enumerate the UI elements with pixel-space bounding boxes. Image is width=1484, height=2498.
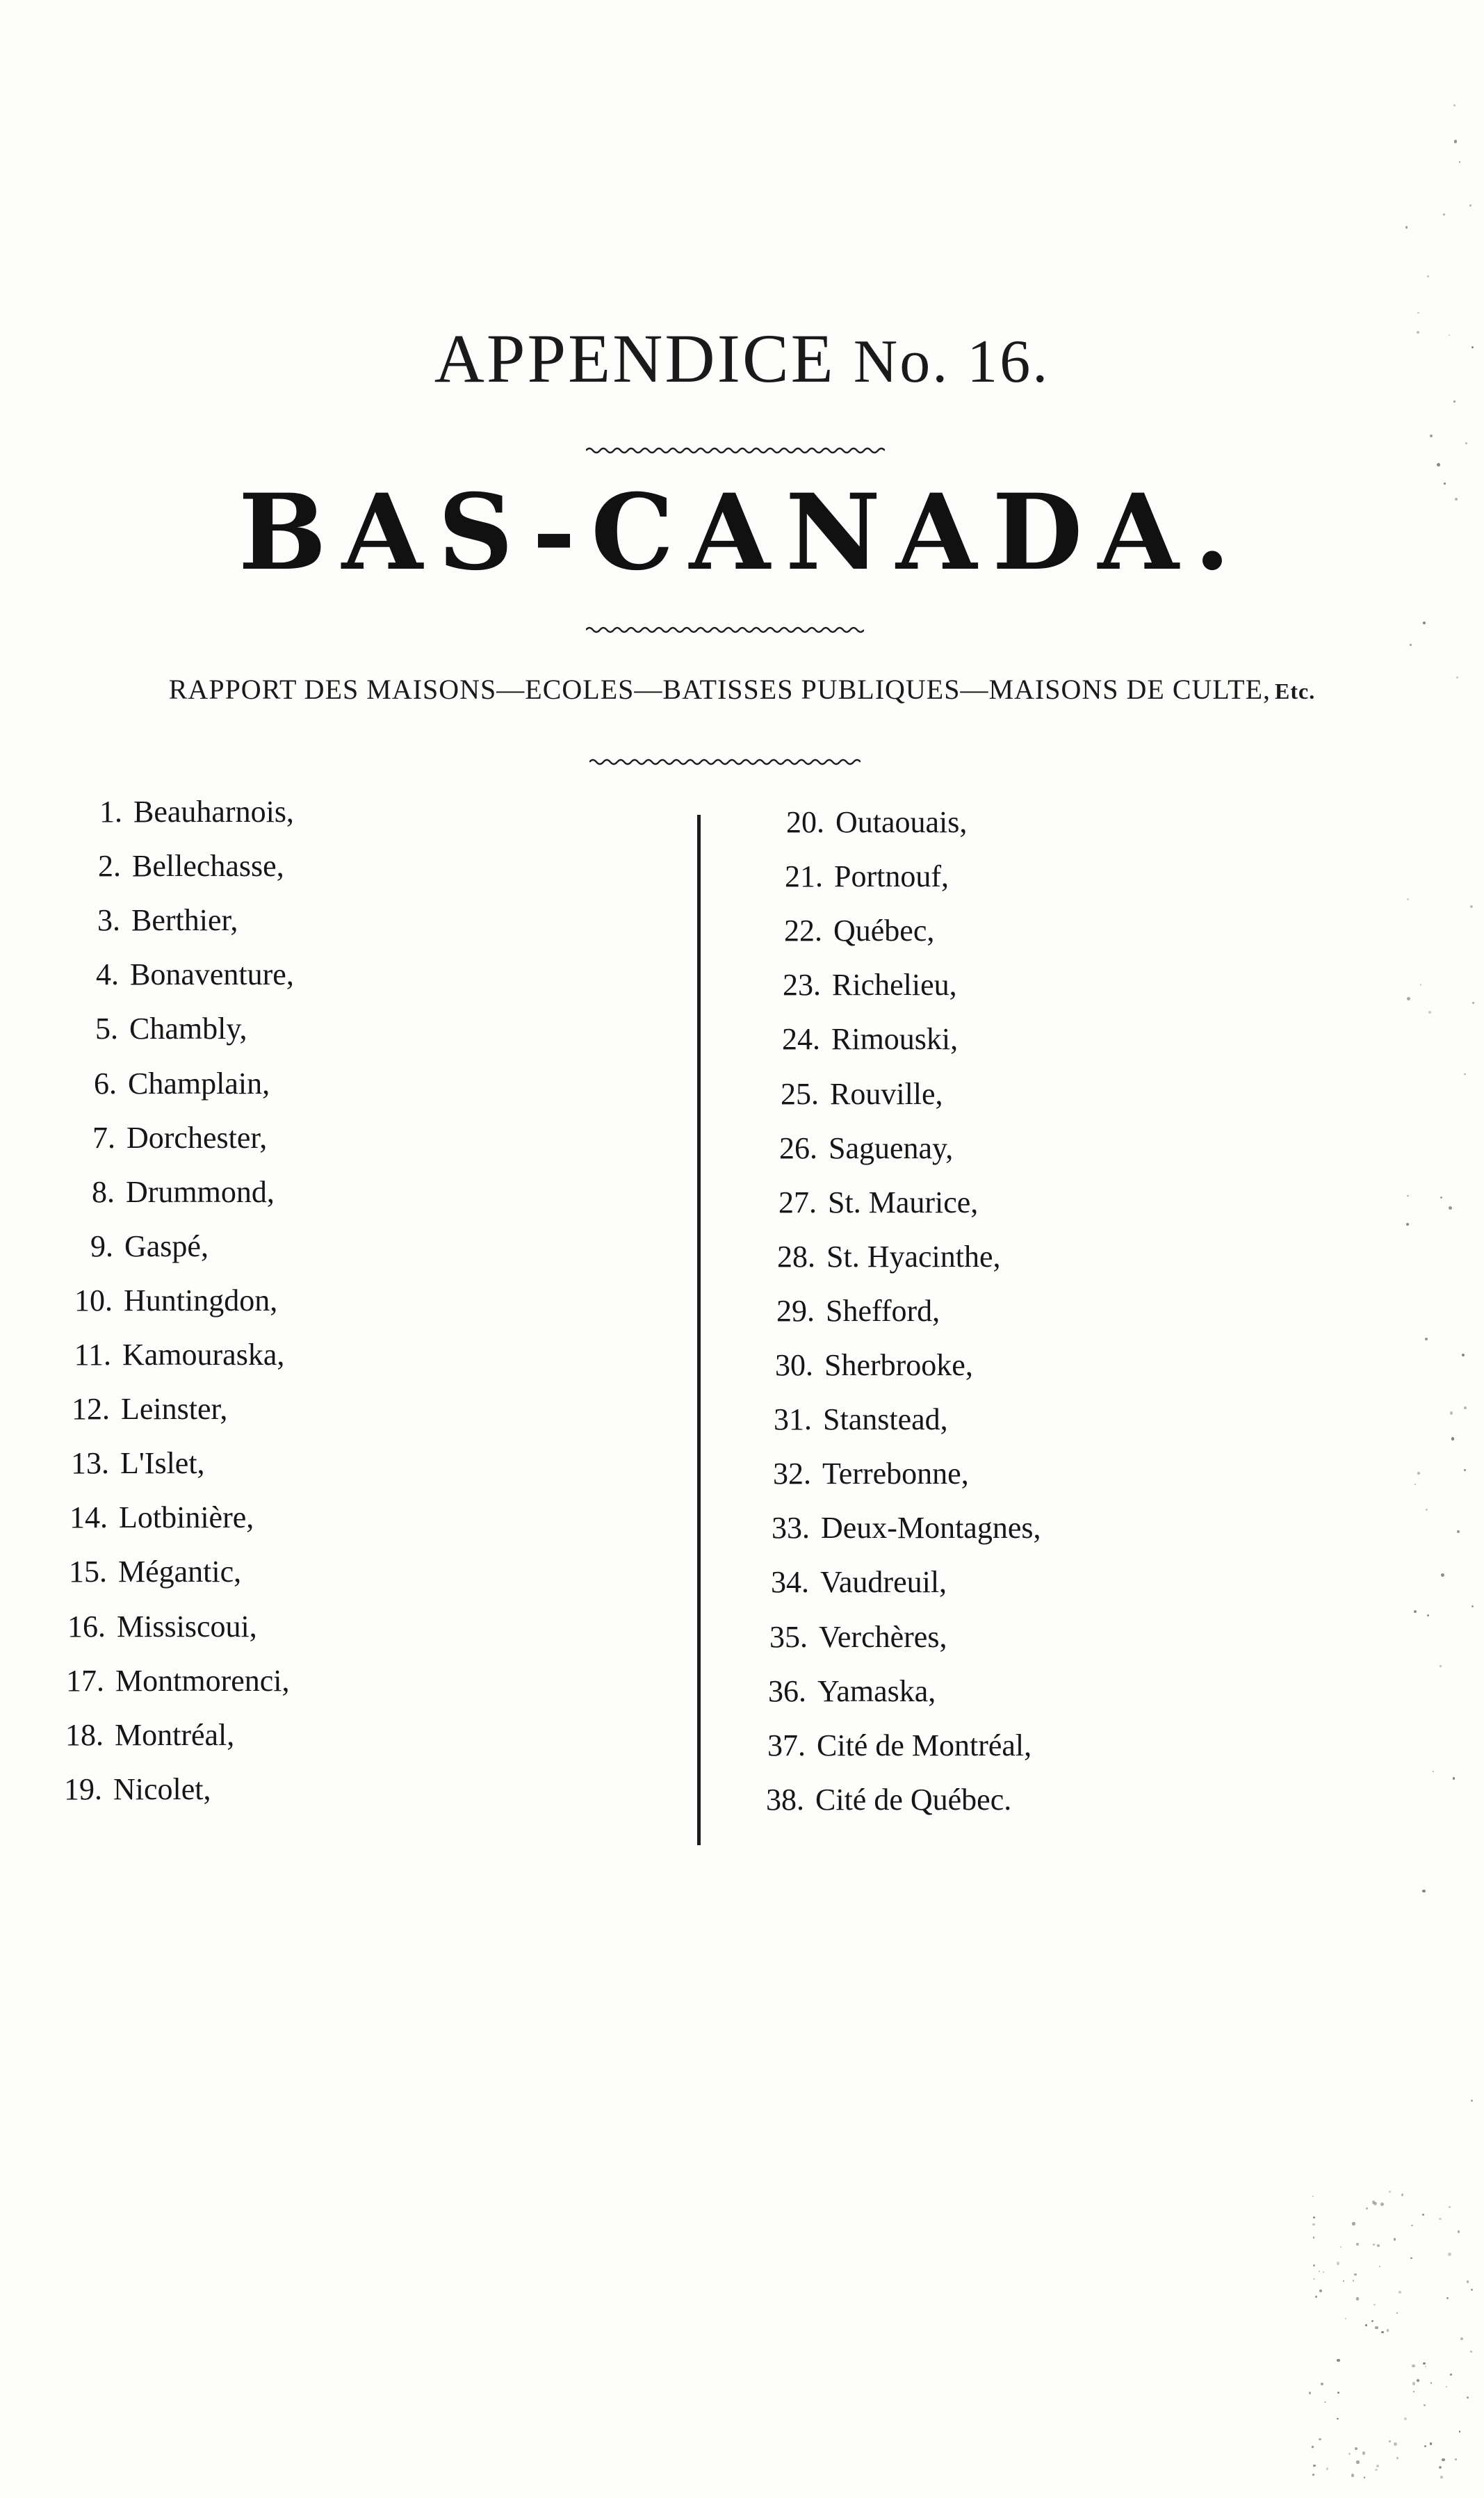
list-item [1,1280,488,1322]
speck [1354,2273,1357,2276]
list-item-number: 12. [72,1392,110,1427]
speck [1455,2458,1456,2460]
speck [1467,2396,1469,2399]
speck [1411,2225,1412,2226]
speck [1375,2326,1378,2330]
speck [1313,2237,1314,2238]
list-item [700,1453,1187,1495]
speck [1407,898,1409,900]
speck [1413,2391,1415,2393]
list-item-number: 13. [71,1446,109,1481]
speck [1389,2440,1391,2442]
list-item-name: Gaspé, [124,1228,209,1263]
list-item-name: St. Maurice, [828,1185,979,1219]
speck [1372,2200,1376,2204]
list-item-name: Bonaventure, [130,957,294,992]
list-item-name: Drummond, [126,1174,275,1209]
wavy-rule-bottom [589,755,861,769]
list-item-name: Deux-Montagnes, [821,1511,1041,1546]
speck [1423,2362,1426,2365]
list-item [706,1128,1193,1169]
speck [1439,2218,1441,2220]
list-item [710,964,1196,1006]
speck [1412,2365,1415,2368]
list-item-name: L'Islet, [120,1446,205,1481]
list-item-number: 22. [784,914,822,948]
list-item-number: 27. [778,1185,817,1219]
speck [1407,997,1410,1000]
list-item-name: Huntingdon, [124,1283,278,1317]
list-item-name: Québec, [833,914,935,948]
speck [1309,2392,1311,2394]
speck [1446,2386,1447,2387]
list-item-number: 8. [92,1174,115,1209]
wavy-rule-top [586,444,885,457]
list-item-name: Richelieu, [832,968,957,1003]
speck [1389,2191,1391,2193]
list-item-name: Portnouf, [834,859,949,894]
speck [1417,312,1419,314]
list-item-number: 21. [785,859,823,894]
speck [1430,2442,1432,2444]
list-item-number: 26. [779,1130,817,1165]
list-item [694,1725,1181,1767]
speck [1420,984,1422,986]
speck [1379,2266,1381,2268]
speck [1337,2262,1339,2264]
appendix-heading [0,318,1484,398]
speck [1450,2374,1452,2376]
speck [1422,2214,1424,2216]
speck [1337,2359,1340,2362]
list-item [698,1562,1184,1603]
speck [1471,2289,1472,2290]
speck [1417,331,1419,334]
speck [1427,275,1429,277]
list-item [0,1497,483,1539]
list-item-number: 23. [783,968,821,1003]
list-item-number: 29. [776,1293,815,1328]
list-item-number: 18. [65,1717,104,1752]
list-item-name: Dorchester, [127,1120,268,1155]
speck [1312,2196,1314,2197]
speck [1375,2469,1378,2472]
list-item-number: 16. [67,1609,106,1644]
list-item-number: 34. [771,1565,809,1600]
speck [1430,2382,1433,2384]
speck [1355,2447,1357,2450]
list-item-name: Nicolet, [113,1771,211,1806]
list-item-number: 38. [766,1782,804,1817]
list-item-number: 6. [94,1066,117,1101]
speck [1366,2207,1368,2209]
list-item-number: 19. [64,1771,102,1806]
speck [1460,2337,1463,2340]
speck [1467,2280,1469,2283]
list-item-number: 33. [772,1511,810,1546]
speck [1471,1605,1474,1607]
speck [1462,1354,1465,1356]
speck [1352,2222,1355,2225]
speck [1340,2246,1342,2248]
speck [1437,463,1440,467]
speck [1455,498,1458,501]
list-item-number: 32. [773,1457,811,1491]
speck [1321,2383,1324,2386]
list-item-number: 4. [96,957,119,992]
list-item [2,1226,489,1267]
list-item [709,1019,1196,1060]
speck [1446,2297,1449,2299]
speck [1443,213,1445,216]
speck [1312,2474,1314,2476]
speck [1464,1469,1466,1471]
speck [1337,2392,1339,2394]
appendix-number: No. 16. [853,328,1050,396]
list-item-name: St. Hyacinthe, [826,1239,1001,1274]
speck [1365,2324,1367,2326]
list-item [0,1551,482,1593]
list-item [706,1182,1192,1224]
list-item-name: Terrebonne, [822,1457,969,1491]
list-item-name: Beauharnois, [133,795,294,829]
list-item [0,1714,479,1756]
list-item-number: 28. [777,1239,815,1274]
speck [1471,346,1474,348]
speck [1373,2304,1376,2306]
speck [1428,1011,1431,1014]
list-item [11,791,498,833]
speck [1417,2379,1419,2382]
speck [1337,2418,1338,2419]
list-item-name: Outaouais, [835,805,968,839]
list-item-name: Bellechasse, [132,849,284,884]
appendix-label: APPENDICE [434,320,835,397]
speck [1444,482,1446,485]
list-item [704,1236,1191,1278]
speck [1394,2442,1397,2446]
list-item [712,856,1198,898]
list-item-name: Cité de Montréal, [817,1728,1032,1762]
list-item-number: 15. [69,1555,107,1589]
list-item-name: Yamaska, [817,1673,936,1708]
speck [1449,334,1450,336]
speck [1351,2474,1355,2477]
page-title: BAS-CANADA. [238,471,1246,594]
speck [1469,204,1471,206]
speck [1319,2438,1321,2441]
list-item-number: 10. [74,1283,113,1317]
speck [1442,2458,1445,2462]
speck [1464,1406,1467,1409]
speck [1313,2278,1314,2280]
list-item-number: 20. [786,805,824,839]
speck [1448,2253,1451,2256]
list-item-name: Chambly, [129,1012,247,1046]
list-item-number: 11. [74,1338,111,1372]
speck [1364,2476,1365,2478]
list-item [711,910,1198,952]
speck [1356,2460,1359,2463]
speck [1471,2100,1473,2102]
list-item [3,1171,490,1213]
list-item-name: Cité de Québec. [815,1782,1012,1817]
list-item [713,802,1200,843]
speck [1422,1890,1426,1893]
list-item-name: Rimouski, [831,1022,959,1057]
list-item-name: Montréal, [115,1717,235,1752]
list-item-name: Berthier, [131,903,238,938]
speck [1376,2465,1379,2467]
list-item-name: Missiscoui, [117,1609,257,1644]
list-item [702,1345,1189,1386]
speck [1424,2404,1426,2406]
list-item-number: 3. [97,903,120,938]
speck [1441,1573,1444,1577]
list-item-name: Shefford, [826,1293,940,1328]
list-item [0,1606,481,1648]
wavy-rule-middle [586,623,864,637]
list-item-name: Stanstead, [823,1402,948,1437]
list-item-number: 7. [92,1120,115,1155]
speck [1449,1206,1452,1210]
speck [1440,1665,1442,1668]
list-item [693,1779,1180,1821]
speck [1414,1484,1416,1485]
list-item-name: Rouville, [830,1076,943,1111]
list-item-name: Vaudreuil, [820,1565,947,1600]
speck [1407,1195,1409,1197]
speck [1440,2476,1442,2478]
speck [1439,2466,1442,2469]
speck [1453,104,1456,106]
list-item-number: 1. [99,795,122,829]
list-item [7,1008,494,1050]
speck [1425,1338,1428,1340]
list-item-name: Leinster, [121,1392,228,1427]
speck [1424,2445,1426,2447]
speck [1371,2320,1373,2322]
speck [1472,1002,1474,1004]
list-item [10,845,496,887]
list-item-name: Saguenay, [829,1130,954,1165]
subtitle-text: RAPPORT DES MAISONS—ECOLES—BATISSES PUBLIQUES—MAISONS DE CULTE, [168,674,1271,705]
speck [1326,2467,1329,2470]
speck [1319,2289,1322,2292]
speck [1356,2297,1360,2301]
speck [1348,2453,1351,2456]
list-item [708,1073,1194,1115]
list-item [0,1334,487,1376]
list-item-number: 9. [90,1228,113,1263]
list-item [6,1063,492,1105]
speck [1324,2401,1326,2403]
speck [1464,1073,1466,1076]
speck [1433,1771,1434,1772]
speck [1399,2291,1401,2294]
list-item-number: 35. [769,1619,808,1654]
speck [1470,2351,1472,2353]
list-item-number: 25. [781,1076,819,1111]
list-item [9,900,496,941]
list-item-number: 14. [70,1500,108,1535]
list-item-number: 5. [95,1012,118,1046]
list-item-name: Sherbrooke, [824,1348,973,1382]
list-item-name: Champlain, [128,1066,270,1101]
speck [1410,2257,1412,2259]
speck [1362,2451,1365,2454]
list-item-name: Verchères, [819,1619,947,1654]
speck [1353,2280,1354,2281]
speck [1470,905,1473,908]
speck [1425,2366,1426,2367]
speck [1381,2331,1383,2333]
speck [1465,442,1467,444]
report-subtitle [0,673,1484,706]
speck [1451,1437,1455,1441]
speck [1453,1777,1456,1780]
speck [1426,1509,1428,1511]
speck [1423,622,1426,624]
speck [1394,2238,1396,2241]
list-item-number: 31. [774,1402,812,1437]
speck [1454,140,1458,143]
list-item [0,1388,485,1430]
speck [1459,161,1460,163]
speck [1313,2264,1315,2266]
speck [1457,1530,1460,1533]
list-item [4,1117,491,1159]
list-item [0,1443,484,1484]
speck [1458,2230,1460,2232]
speck [1380,2203,1384,2206]
list-item-number: 37. [767,1728,806,1762]
speck [1450,1411,1453,1415]
speck [1430,435,1433,437]
speck [1412,2382,1416,2385]
speck [1312,2446,1314,2448]
speck [1406,1223,1409,1226]
speck [1449,2206,1451,2208]
subtitle-etc: Etc. [1275,679,1316,704]
speck [1410,644,1412,646]
speck [1323,2271,1324,2273]
speck [1313,2465,1315,2467]
speck [1387,2329,1389,2332]
list-item [696,1616,1183,1658]
list-item-number: 36. [768,1673,806,1708]
list-item [695,1671,1182,1712]
list-item-name: Kamouraska, [122,1338,285,1372]
speck [1345,2318,1346,2319]
speck [1373,2244,1375,2246]
list-item-name: Montmorenci, [115,1663,290,1698]
speck [1453,400,1456,403]
speck [1396,2457,1399,2459]
speck [1401,2193,1404,2196]
speck [1319,2271,1320,2272]
speck [1414,1610,1417,1613]
list-item [8,954,494,996]
speck [1404,2417,1406,2419]
speck [1417,1472,1420,1475]
list-item [0,1660,480,1702]
speck [1440,1197,1442,1199]
list-item [0,1769,478,1810]
list-item [703,1290,1190,1332]
list-item-number: 2. [98,849,121,884]
list-item-name: Mégantic, [118,1555,242,1589]
speck [1312,2223,1314,2225]
speck [1356,2243,1359,2246]
speck [1315,2296,1317,2298]
speck [1459,2431,1460,2432]
list-item-name: Lotbinière, [119,1500,254,1535]
list-item-number: 24. [782,1022,820,1057]
list-item [699,1507,1185,1549]
speck [1343,2280,1344,2282]
list-item [701,1399,1187,1441]
list-item-number: 30. [775,1348,813,1382]
speck [1313,2216,1315,2219]
speck [1427,1614,1428,1616]
speck [1377,2244,1380,2247]
speck [1396,2312,1398,2314]
list-item-number: 17. [66,1663,104,1698]
speck [1405,226,1408,229]
